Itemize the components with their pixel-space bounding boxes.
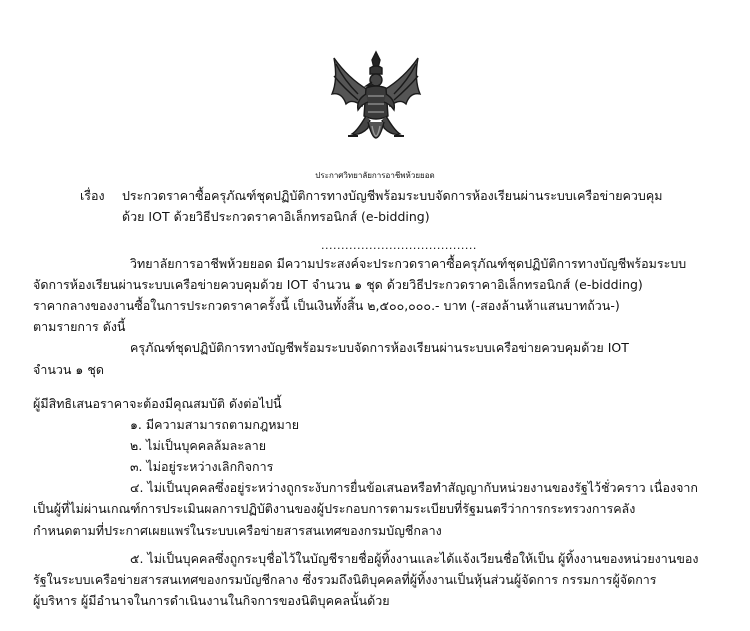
- qualification-5-line: รัฐในระบบเครือข่ายสารสนเทศของกรมบัญชีกลาง ซึ่งรวมถึงนิติบุคคลที่ผู้ทิ้งงานเป็นหุ้นส่วนผู้จัดการ กรรมการผู้จัดการ: [33, 572, 657, 587]
- intro-line: วิทยาลัยการอาชีพห้วยยอด มีความประสงค์จะประกวดราคาซื้อครุภัณฑ์ชุดปฏิบัติการทางบัญชีพร้อมระบบ: [130, 256, 687, 271]
- subject-label: เรื่อง: [80, 188, 105, 203]
- item-line: จำนวน ๑ ชุด: [33, 362, 104, 377]
- subject-line-2: ด้วย IOT ด้วยวิธีประกวดราคาอิเล็กทรอนิกส์ (e-bidding): [122, 209, 430, 224]
- qualification-4-line: เป็นผู้ที่ไม่ผ่านเกณฑ์การประเมินผลการปฏิบัติงานของผู้ประกอบการตามระเบียบที่รัฐมนตรีว่าการกระทรวงการคลัง: [33, 501, 636, 516]
- qualification-5-line: ผู้บริหาร ผู้มีอำนาจในการดำเนินงานในกิจการของนิติบุคคลนั้นด้วย: [33, 593, 390, 608]
- qualification-item: ๓. ไม่อยู่ระหว่างเลิกกิจการ: [130, 459, 274, 474]
- qualifications-heading: ผู้มีสิทธิเสนอราคาจะต้องมีคุณสมบัติ ดังต่อไปนี้: [33, 396, 282, 411]
- intro-line: ตามรายการ ดังนี้: [33, 319, 126, 334]
- qualification-item: ๒. ไม่เป็นบุคคลล้มละลาย: [130, 438, 267, 453]
- intro-line: ราคากลางของงานซื้อในการประกวดราคาครั้งนี้ เป็นเงินทั้งสิ้น ๒,๕๐๐,๐๐๐.- บาท (-สองล้านห้าแสนบาทถ้วน-): [33, 298, 620, 313]
- qualification-item: ๑. มีความสามารถตามกฎหมาย: [130, 417, 300, 432]
- item-line: ครุภัณฑ์ชุดปฏิบัติการทางบัญชีพร้อมระบบจัดการห้องเรียนผ่านระบบเครือข่ายควบคุมด้วย IOT: [130, 340, 629, 355]
- qualification-4-line: ๔. ไม่เป็นบุคคลซึ่งอยู่ระหว่างถูกระงับการยื่นข้อเสนอหรือทำสัญญากับหน่วยงานของรัฐไว้ชั่วคราว เนื่องจาก: [130, 480, 698, 495]
- separator-line: .......................................: [321, 239, 477, 252]
- intro-line: จัดการห้องเรียนผ่านระบบเครือข่ายควบคุมด้วย IOT จำนวน ๑ ชุด ด้วยวิธีประกวดราคาอิเล็กทรอนิกส์ (e-bidding): [33, 277, 643, 292]
- qualification-5-line: ๕. ไม่เป็นบุคคลซึ่งถูกระบุชื่อไว้ในบัญชีรายชื่อผู้ทิ้งงานและได้แจ้งเวียนชื่อให้เป็น ผู้ทิ้งงานของหน่วยงานของ: [130, 551, 699, 566]
- subject-line-1: ประกวดราคาซื้อครุภัณฑ์ชุดปฏิบัติการทางบัญชีพร้อมระบบจัดการห้องเรียนผ่านระบบเครือข่ายควบคุม: [122, 188, 663, 203]
- garuda-emblem-icon: [328, 50, 424, 156]
- qualification-4-line: กำหนดตามที่ประกาศเผยแพร่ในระบบเครือข่ายสารสนเทศของกรมบัญชีกลาง: [33, 523, 442, 538]
- issuer-title: ประกาศวิทยาลัยการอาชีพห้วยยอด: [315, 171, 435, 180]
